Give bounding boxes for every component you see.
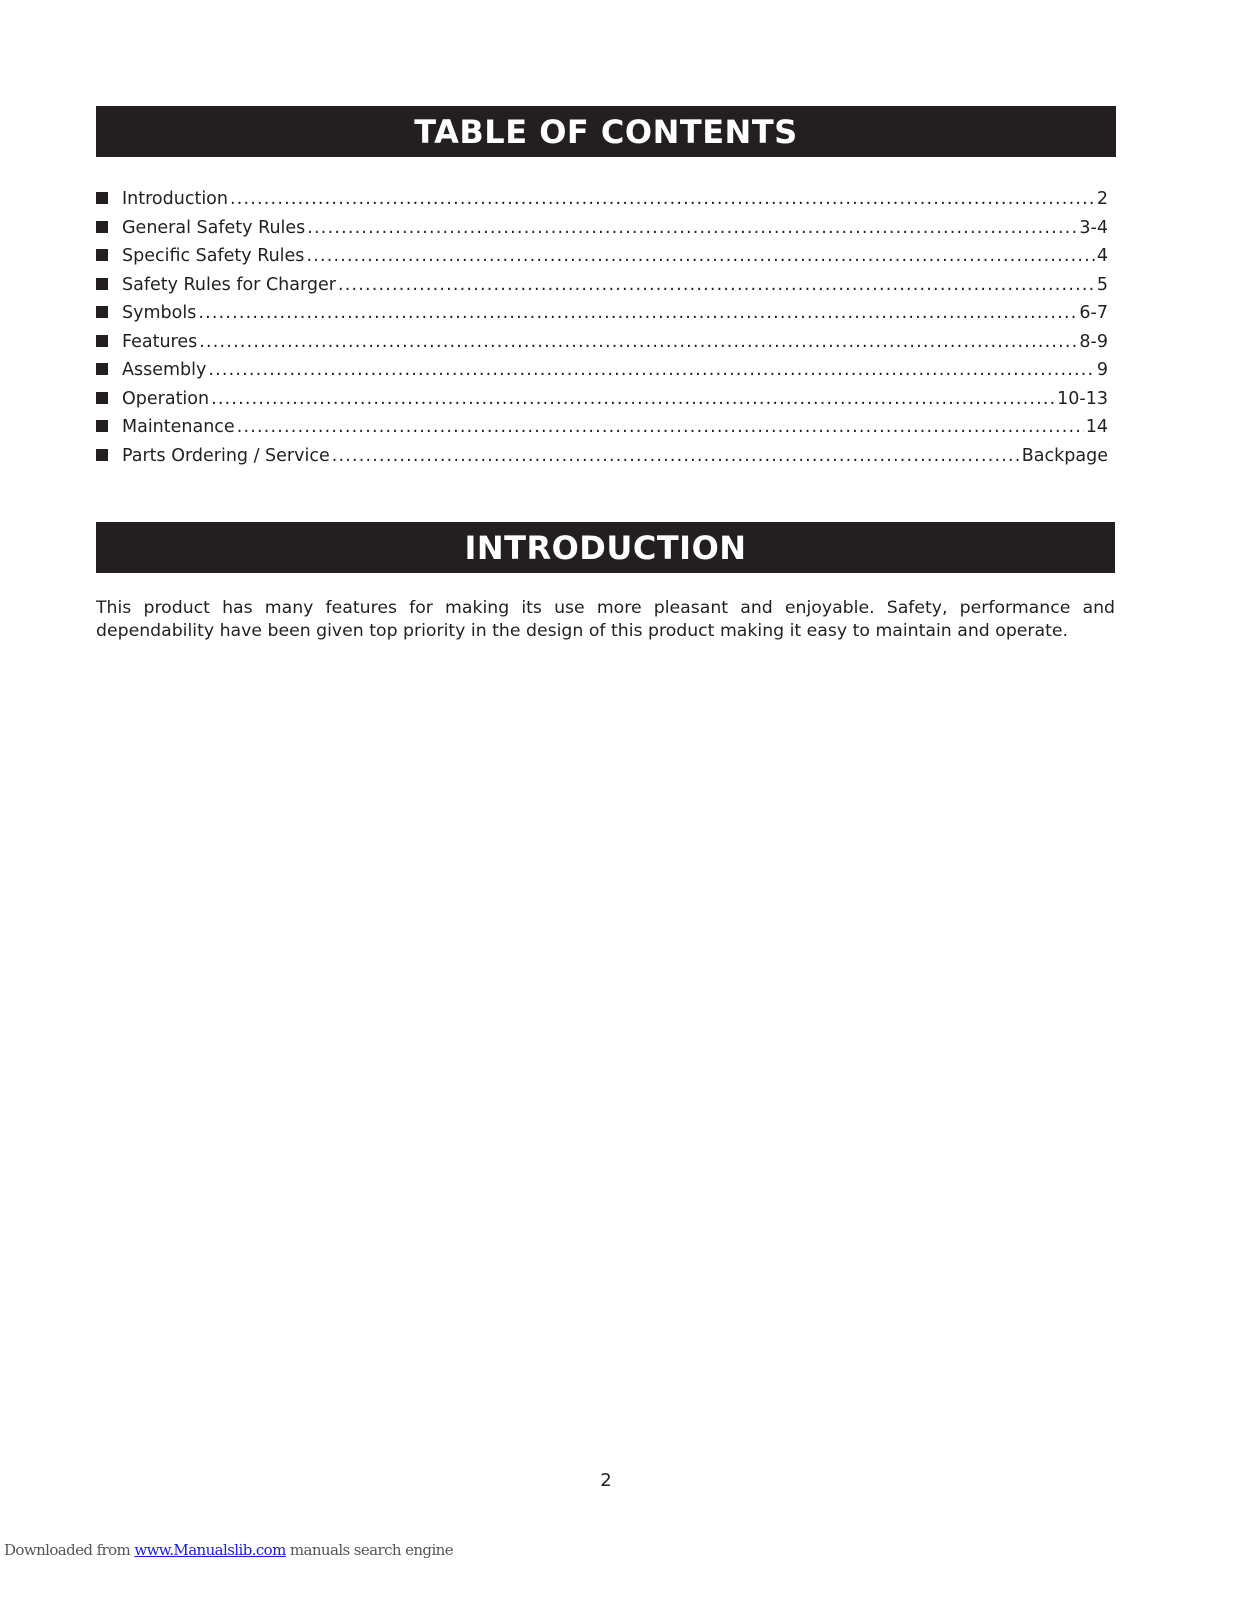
- toc-item-page: 10-13: [1057, 388, 1108, 409]
- toc-item-label: Operation: [122, 388, 210, 409]
- toc-item-page: 5: [1096, 274, 1108, 295]
- toc-item-page: 4: [1096, 246, 1108, 266]
- toc-item-label: Symbols: [122, 303, 197, 323]
- square-bullet-icon: [96, 192, 108, 204]
- dot-leader: [211, 385, 1055, 414]
- page-number: 2: [600, 1470, 612, 1491]
- toc-item-general-safety-rules[interactable]: [96, 214, 1108, 243]
- square-bullet-icon: [96, 449, 108, 461]
- square-bullet-icon: [96, 278, 108, 290]
- dot-leader: [199, 328, 1077, 357]
- toc-item-specific-safety-rules[interactable]: [96, 242, 1108, 271]
- toc-item-parts-ordering-service[interactable]: [96, 442, 1108, 471]
- toc-item-page: 2: [1096, 189, 1108, 209]
- introduction-body: This product has many features for making its use more pleasant and enjoyable. Safety, performance and dependability have been given top priority in the design of this product making it easy to maintain and operate.: [96, 598, 1115, 641]
- dot-leader: [332, 442, 1020, 471]
- toc-list: [96, 185, 1108, 470]
- introduction-header: [96, 522, 1115, 573]
- toc-item-page: 6-7: [1079, 303, 1108, 323]
- introduction-title: INTRODUCTION: [464, 528, 747, 567]
- toc-item-label: Safety Rules for Charger: [122, 274, 336, 295]
- square-bullet-icon: [96, 335, 108, 347]
- toc-header: [96, 106, 1116, 157]
- toc-item-label: Specific Safety Rules: [122, 246, 305, 266]
- square-bullet-icon: [96, 420, 108, 432]
- dot-leader: [230, 185, 1095, 214]
- toc-item-label: Introduction: [122, 189, 228, 209]
- toc-item-features[interactable]: [96, 328, 1108, 357]
- footer-suffix: manuals search engine: [285, 1541, 453, 1559]
- square-bullet-icon: [96, 392, 108, 404]
- toc-item-label: Parts Ordering / Service: [122, 445, 330, 466]
- dot-leader: [306, 242, 1094, 271]
- toc-item-label: General Safety Rules: [122, 217, 306, 238]
- toc-item-maintenance[interactable]: [96, 413, 1108, 442]
- dot-leader: [307, 214, 1077, 243]
- footer-prefix: Downloaded from: [4, 1541, 135, 1559]
- square-bullet-icon: [96, 221, 108, 233]
- toc-item-page: 9: [1096, 360, 1108, 380]
- download-footer: [4, 1541, 453, 1559]
- dot-leader: [198, 299, 1077, 328]
- toc-item-label: Maintenance: [122, 417, 235, 437]
- toc-item-page: 3-4: [1079, 217, 1108, 238]
- toc-item-assembly[interactable]: [96, 356, 1108, 385]
- square-bullet-icon: [96, 249, 108, 261]
- toc-item-page: Backpage: [1021, 445, 1108, 466]
- toc-item-label: Features: [122, 331, 198, 352]
- square-bullet-icon: [96, 363, 108, 375]
- toc-item-page: 14: [1085, 417, 1108, 437]
- toc-item-operation[interactable]: [96, 385, 1108, 414]
- dot-leader: [338, 271, 1095, 300]
- toc-item-introduction[interactable]: [96, 185, 1108, 214]
- toc-title: TABLE OF CONTENTS: [414, 112, 798, 151]
- toc-item-safety-rules-for-charger[interactable]: [96, 271, 1108, 300]
- square-bullet-icon: [96, 306, 108, 318]
- dot-leader: [208, 356, 1095, 385]
- toc-item-symbols[interactable]: [96, 299, 1108, 328]
- toc-item-page: 8-9: [1079, 331, 1108, 352]
- toc-item-label: Assembly: [122, 360, 207, 380]
- dot-leader: [237, 413, 1084, 442]
- manualslib-link[interactable]: www.Manualslib.com: [134, 1541, 286, 1559]
